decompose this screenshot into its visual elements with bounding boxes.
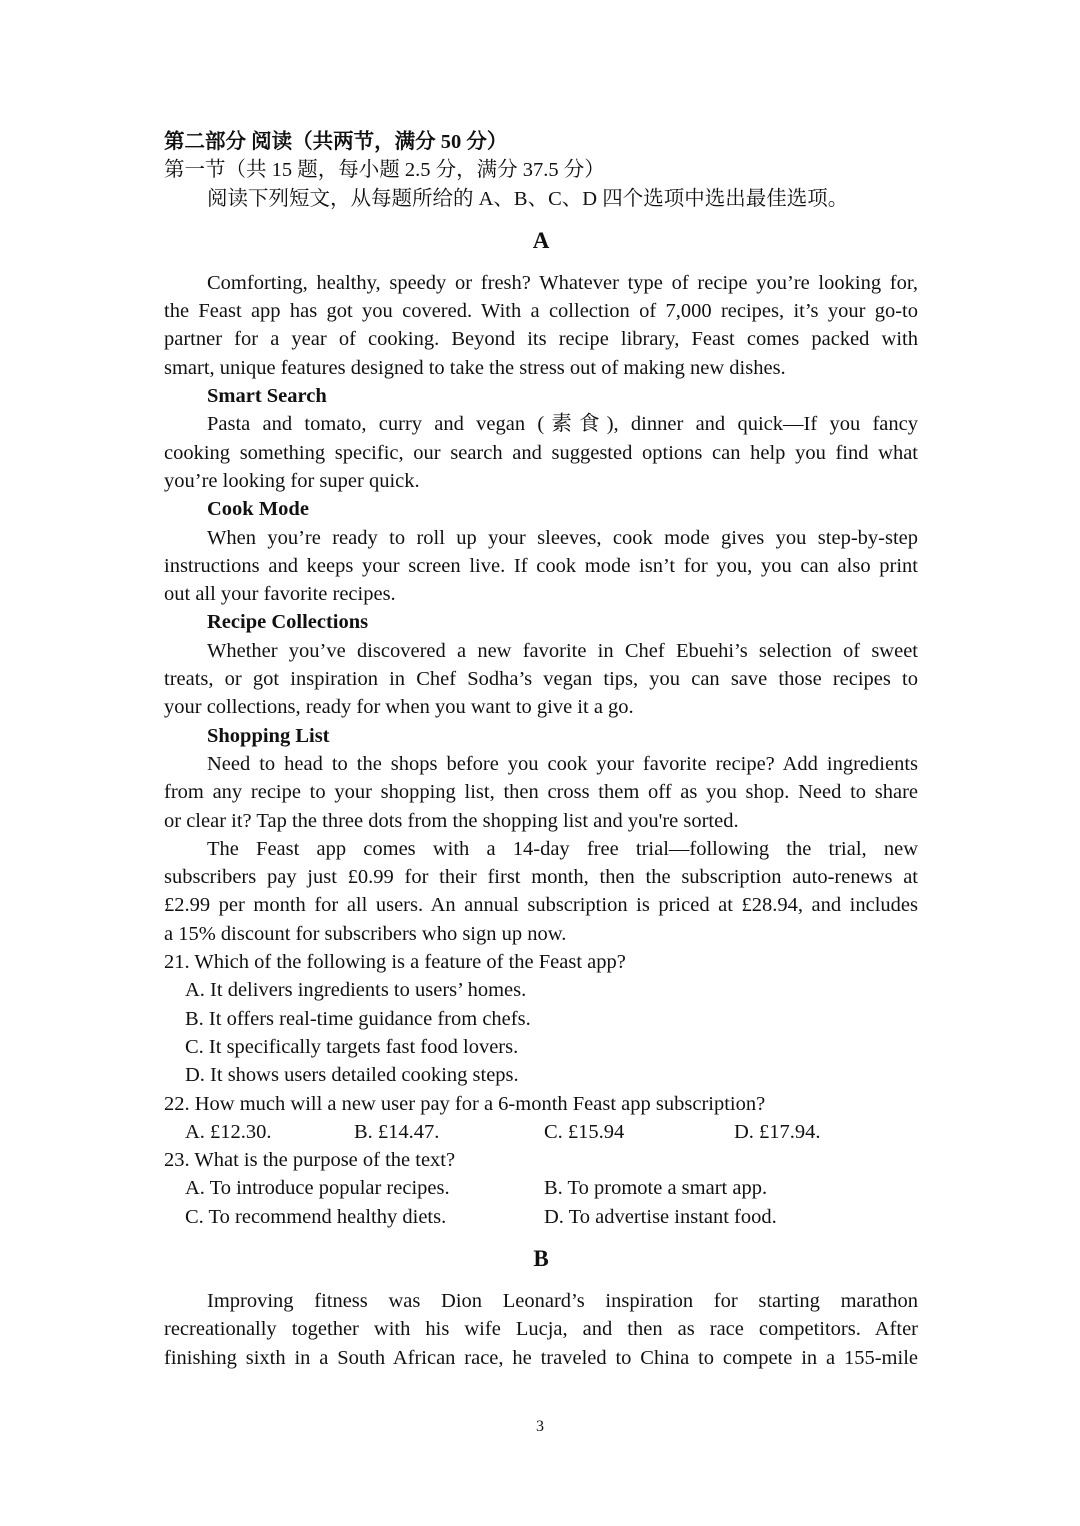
text-line: or clear it? Tap the three dots from the shopping list and you're sorted.: [164, 809, 739, 832]
question-22-options: [164, 1118, 918, 1146]
question-22-option-c: C. £15.94: [544, 1120, 625, 1143]
pricing-text: [164, 835, 918, 948]
cook-mode-text: [164, 524, 918, 609]
text-line: Improving fitness was Dion Leonard’s inspiration for starting marathon: [207, 1289, 918, 1312]
text-line: Pasta and tomato, curry and vegan (素食), dinner and quick—If you fancy: [207, 413, 918, 436]
question-22-option-a: A. £12.30.: [185, 1120, 272, 1143]
passage-b-letter: B: [533, 1245, 549, 1271]
part-title: 第二部分 阅读（共两节，满分 50 分）: [164, 131, 508, 153]
question-23-option-d: D. To advertise instant food.: [544, 1205, 777, 1228]
passage-a-intro: [164, 269, 918, 382]
instruction: 阅读下列短文，从每题所给的 A、B、C、D 四个选项中选出最佳选项。: [207, 187, 849, 210]
cook-mode-heading: Cook Mode: [207, 498, 309, 521]
text-line: smart, unique features designed to take the stress out of making new dishes.: [164, 356, 786, 379]
text-line: The Feast app comes with a 14-day free trial—following the trial, new: [207, 837, 918, 860]
text-line: partner for a year of cooking. Beyond its recipe library, Feast comes packed with: [164, 328, 918, 351]
question-22-option-d: D. £17.94.: [734, 1120, 821, 1143]
text-line: the Feast app has got you covered. With a collection of 7,000 recipes, it’s your go-to: [164, 300, 918, 323]
smart-search-text: [164, 410, 918, 495]
text-line: subscribers pay just £0.99 for their first month, then the subscription auto-renews at: [164, 866, 918, 889]
text-line: your collections, ready for when you want to give it a go.: [164, 696, 634, 719]
question-23-options-row-1: [164, 1174, 918, 1202]
passage-b-text: [164, 1287, 918, 1372]
text-line: finishing sixth in a South African race, he traveled to China to compete in a 155-mile: [164, 1346, 918, 1369]
question-23-option-c: C. To recommend healthy diets.: [185, 1205, 447, 1228]
shopping-list-text: [164, 750, 918, 835]
text-line: from any recipe to your shopping list, then cross them off as you shop. Need to share: [164, 781, 918, 804]
text-line: cooking something specific, our search and suggested options can help you find what: [164, 441, 918, 464]
question-21-option-b: B. It offers real-time guidance from chefs.: [185, 1007, 531, 1030]
question-22-stem: 22. How much will a new user pay for a 6-month Feast app subscription?: [164, 1092, 766, 1115]
text-line: When you’re ready to roll up your sleeves, cook mode gives you step-by-step: [207, 526, 918, 549]
question-22-option-b: B. £14.47.: [354, 1120, 440, 1143]
recipe-collections-text: [164, 637, 918, 722]
text-line: Need to head to the shops before you cook your favorite recipe? Add ingredients: [207, 752, 918, 775]
text-line: recreationally together with his wife Lucja, and then as race competitors. After: [164, 1318, 918, 1341]
recipe-collections-heading: Recipe Collections: [207, 611, 369, 634]
text-line: you’re looking for super quick.: [164, 469, 420, 492]
question-21-option-a: A. It delivers ingredients to users’ homes.: [185, 979, 527, 1002]
text-line: Comforting, healthy, speedy or fresh? Whatever type of recipe you’re looking for,: [207, 271, 918, 294]
question-21-option-c: C. It specifically targets fast food lovers.: [185, 1035, 519, 1058]
passage-a-letter: A: [532, 227, 550, 253]
text-line: instructions and keeps your screen live. If cook mode isn’t for you, you can also print: [164, 554, 918, 577]
exam-page: [164, 128, 918, 1372]
question-21-stem: 21. Which of the following is a feature of the Feast app?: [164, 951, 626, 974]
smart-search-heading: Smart Search: [207, 385, 327, 408]
question-23-option-b: B. To promote a smart app.: [544, 1177, 768, 1200]
text-line: £2.99 per month for all users. An annual subscription is priced at £28.94, and includes: [164, 894, 918, 917]
text-line: a 15% discount for subscribers who sign up now.: [164, 922, 567, 945]
text-line: Whether you’ve discovered a new favorite in Chef Ebuehi’s selection of sweet: [207, 639, 918, 662]
question-21-option-d: D. It shows users detailed cooking steps.: [185, 1064, 519, 1087]
section-title: 第一节（共 15 题，每小题 2.5 分，满分 37.5 分）: [164, 159, 605, 182]
question-23-option-a: A. To introduce popular recipes.: [185, 1177, 450, 1200]
question-23-stem: 23. What is the purpose of the text?: [164, 1149, 456, 1172]
question-23-options-row-2: [164, 1203, 918, 1231]
text-line: out all your favorite recipes.: [164, 583, 396, 606]
page-number: 3: [536, 1418, 544, 1435]
text-line: treats, or got inspiration in Chef Sodha’s vegan tips, you can save those recipes to: [164, 668, 918, 691]
shopping-list-heading: Shopping List: [207, 724, 330, 747]
